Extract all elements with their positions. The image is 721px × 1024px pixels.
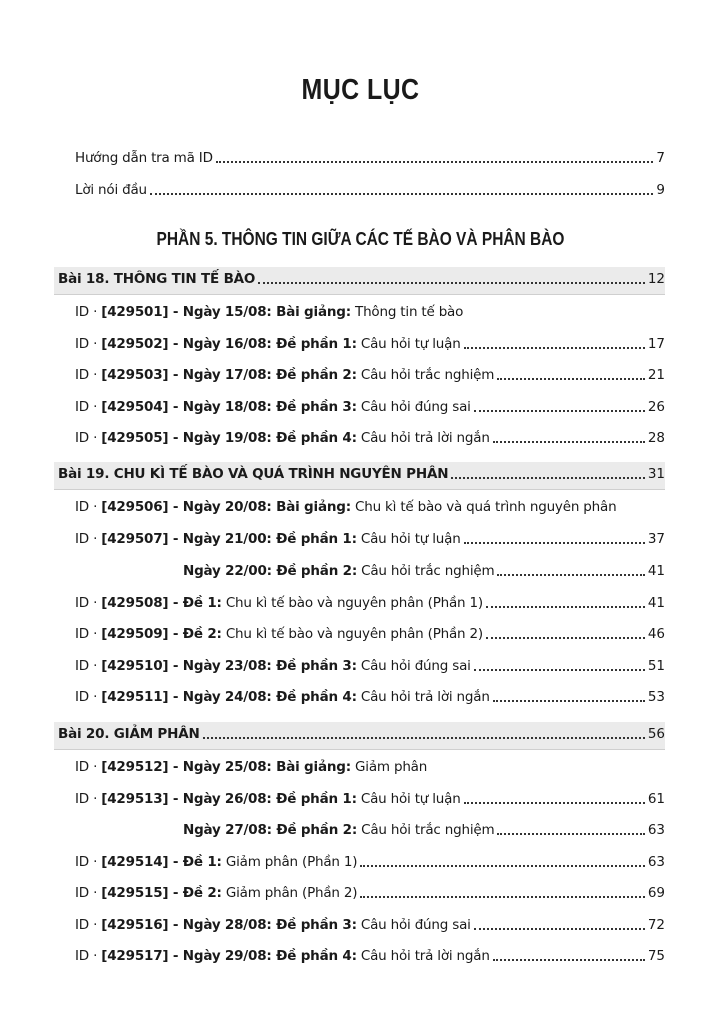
toc-entry[interactable] <box>75 145 665 173</box>
item-title: Thông tin tế bào <box>350 303 464 320</box>
toc-item[interactable] <box>75 653 665 681</box>
toc-item[interactable] <box>75 912 665 940</box>
item-code: [429513] - Ngày 26/08: Đề phần 1: <box>101 790 357 807</box>
id-prefix: ID · <box>75 884 102 901</box>
item-page-number: 72 <box>647 916 665 933</box>
toc-entry-text: Hướng dẫn tra mã ID <box>75 149 213 166</box>
dot-leader <box>474 669 645 671</box>
dot-leader <box>497 574 644 576</box>
item-code: [429514] - Đề 1: <box>101 853 222 870</box>
item-title: Câu hỏi trả lời ngắn <box>356 429 490 446</box>
dot-leader <box>497 378 645 380</box>
id-prefix: ID · <box>75 790 102 807</box>
item-page-number: 53 <box>647 688 665 705</box>
item-title: Câu hỏi trắc nghiệm <box>357 821 495 838</box>
id-prefix: ID · <box>75 335 102 352</box>
item-title: Câu hỏi đúng sai <box>356 657 471 674</box>
id-prefix: ID · <box>75 688 102 705</box>
dot-leader <box>474 928 645 930</box>
id-prefix: ID · <box>75 916 102 933</box>
item-title: Câu hỏi trắc nghiệm <box>356 366 495 383</box>
item-title: Câu hỏi đúng sai <box>356 916 471 933</box>
toc-item[interactable] <box>75 880 665 908</box>
toc-item[interactable] <box>75 684 665 712</box>
item-code: [429503] - Ngày 17/08: Đề phần 2: <box>101 366 357 383</box>
toc-item[interactable] <box>75 362 665 390</box>
dot-leader <box>474 410 645 412</box>
item-title: Chu kì tế bào và quá trình nguyên phân <box>350 498 617 515</box>
lesson-heading[interactable] <box>54 462 665 490</box>
toc-item[interactable] <box>75 299 665 327</box>
dot-leader <box>464 347 645 349</box>
id-prefix: ID · <box>75 947 102 964</box>
item-title: Chu kì tế bào và nguyên phân (Phần 2) <box>221 625 483 642</box>
id-prefix: ID · <box>75 398 102 415</box>
toc-item[interactable] <box>75 943 665 971</box>
dot-leader <box>493 441 645 443</box>
item-code: [429512] - Ngày 25/08: Bài giảng: <box>101 758 351 775</box>
dot-leader <box>360 896 644 898</box>
part-heading: PHẦN 5. THÔNG TIN GIỮA CÁC TẾ BÀO VÀ PHÂN BÀO <box>156 229 565 249</box>
toc-item[interactable] <box>75 849 665 877</box>
item-code: [429509] - Đề 2: <box>101 625 222 642</box>
toc-item[interactable] <box>75 754 665 782</box>
lesson-heading[interactable] <box>54 722 665 750</box>
item-title: Câu hỏi đúng sai <box>356 398 471 415</box>
dot-leader <box>464 542 645 544</box>
item-page-number: 41 <box>647 594 665 611</box>
id-prefix: ID · <box>75 625 102 642</box>
toc-item[interactable] <box>75 394 665 422</box>
toc-entry-text: Lời nói đầu <box>75 181 147 198</box>
item-title: Chu kì tế bào và nguyên phân (Phần 1) <box>221 594 483 611</box>
item-code: Ngày 27/08: Đề phần 2: <box>183 821 358 838</box>
dot-leader <box>493 959 645 961</box>
lesson-title: Bài 20. GIẢM PHÂN <box>58 725 200 742</box>
dot-leader <box>464 802 645 804</box>
item-title: Giảm phân (Phần 2) <box>221 884 358 901</box>
toc-page-number: 9 <box>656 181 665 198</box>
item-title: Câu hỏi tự luận <box>356 530 461 547</box>
item-code: [429510] - Ngày 23/08: Đề phần 3: <box>101 657 357 674</box>
item-code: [429508] - Đề 1: <box>101 594 222 611</box>
lesson-page-number: 31 <box>647 465 665 482</box>
item-code: [429501] - Ngày 15/08: Bài giảng: <box>101 303 351 320</box>
item-title: Câu hỏi tự luận <box>356 790 461 807</box>
lesson-title: Bài 18. THÔNG TIN TẾ BÀO <box>58 270 256 287</box>
item-title: Câu hỏi trả lời ngắn <box>356 688 490 705</box>
item-title: Giảm phân (Phần 1) <box>221 853 358 870</box>
id-prefix: ID · <box>75 758 102 775</box>
item-title: Câu hỏi trắc nghiệm <box>357 562 495 579</box>
toc-item[interactable] <box>75 786 665 814</box>
dot-leader <box>486 637 645 639</box>
item-code: Ngày 22/00: Đề phần 2: <box>183 562 358 579</box>
item-code: [429517] - Ngày 29/08: Đề phần 4: <box>101 947 357 964</box>
toc-item[interactable] <box>75 590 665 618</box>
dot-leader <box>150 193 654 195</box>
item-page-number: 28 <box>647 429 665 446</box>
item-code: [429506] - Ngày 20/08: Bài giảng: <box>101 498 351 515</box>
item-code: [429502] - Ngày 16/08: Đề phần 1: <box>101 335 357 352</box>
item-code: [429515] - Đề 2: <box>101 884 222 901</box>
dot-leader <box>258 282 645 284</box>
item-title: Giảm phân <box>350 758 428 775</box>
toc-page-number: 7 <box>656 149 665 166</box>
item-page-number: 63 <box>647 853 665 870</box>
lesson-page-number: 12 <box>647 270 665 287</box>
item-title: Câu hỏi tự luận <box>356 335 461 352</box>
id-prefix: ID · <box>75 530 102 547</box>
item-page-number: 69 <box>647 884 665 901</box>
item-page-number: 37 <box>647 530 665 547</box>
lesson-heading[interactable] <box>54 267 665 295</box>
toc-item[interactable] <box>75 526 665 554</box>
item-page-number: 17 <box>647 335 665 352</box>
item-page-number: 75 <box>647 947 665 964</box>
lesson-title: Bài 19. CHU KÌ TẾ BÀO VÀ QUÁ TRÌNH NGUYÊN PHÂN <box>58 465 449 482</box>
toc-item[interactable] <box>75 331 665 359</box>
dot-leader <box>360 865 644 867</box>
id-prefix: ID · <box>75 429 102 446</box>
item-code: [429505] - Ngày 19/08: Đề phần 4: <box>101 429 357 446</box>
item-page-number: 63 <box>647 821 665 838</box>
item-page-number: 21 <box>647 366 665 383</box>
dot-leader <box>493 700 645 702</box>
id-prefix: ID · <box>75 594 102 611</box>
dot-leader <box>203 737 645 739</box>
item-page-number: 41 <box>647 562 665 579</box>
toc-item[interactable] <box>75 425 665 453</box>
dot-leader <box>486 606 645 608</box>
id-prefix: ID · <box>75 657 102 674</box>
toc-item[interactable] <box>183 817 665 845</box>
id-prefix: ID · <box>75 498 102 515</box>
toc-item[interactable] <box>75 621 665 649</box>
dot-leader <box>451 477 645 479</box>
item-code: [429511] - Ngày 24/08: Đề phần 4: <box>101 688 357 705</box>
toc-entry[interactable] <box>75 177 665 205</box>
item-page-number: 46 <box>647 625 665 642</box>
id-prefix: ID · <box>75 303 102 320</box>
item-title: Câu hỏi trả lời ngắn <box>356 947 490 964</box>
toc-item[interactable] <box>75 494 665 522</box>
lesson-page-number: 56 <box>647 725 665 742</box>
item-code: [429504] - Ngày 18/08: Đề phần 3: <box>101 398 357 415</box>
item-code: [429507] - Ngày 21/00: Đề phần 1: <box>101 530 357 547</box>
item-page-number: 61 <box>647 790 665 807</box>
id-prefix: ID · <box>75 366 102 383</box>
toc-item[interactable] <box>183 558 665 586</box>
item-page-number: 51 <box>647 657 665 674</box>
dot-leader <box>216 161 654 163</box>
page-title: MỤC LỤC <box>301 74 420 106</box>
item-page-number: 26 <box>647 398 665 415</box>
dot-leader <box>497 833 644 835</box>
item-code: [429516] - Ngày 28/08: Đề phần 3: <box>101 916 357 933</box>
id-prefix: ID · <box>75 853 102 870</box>
